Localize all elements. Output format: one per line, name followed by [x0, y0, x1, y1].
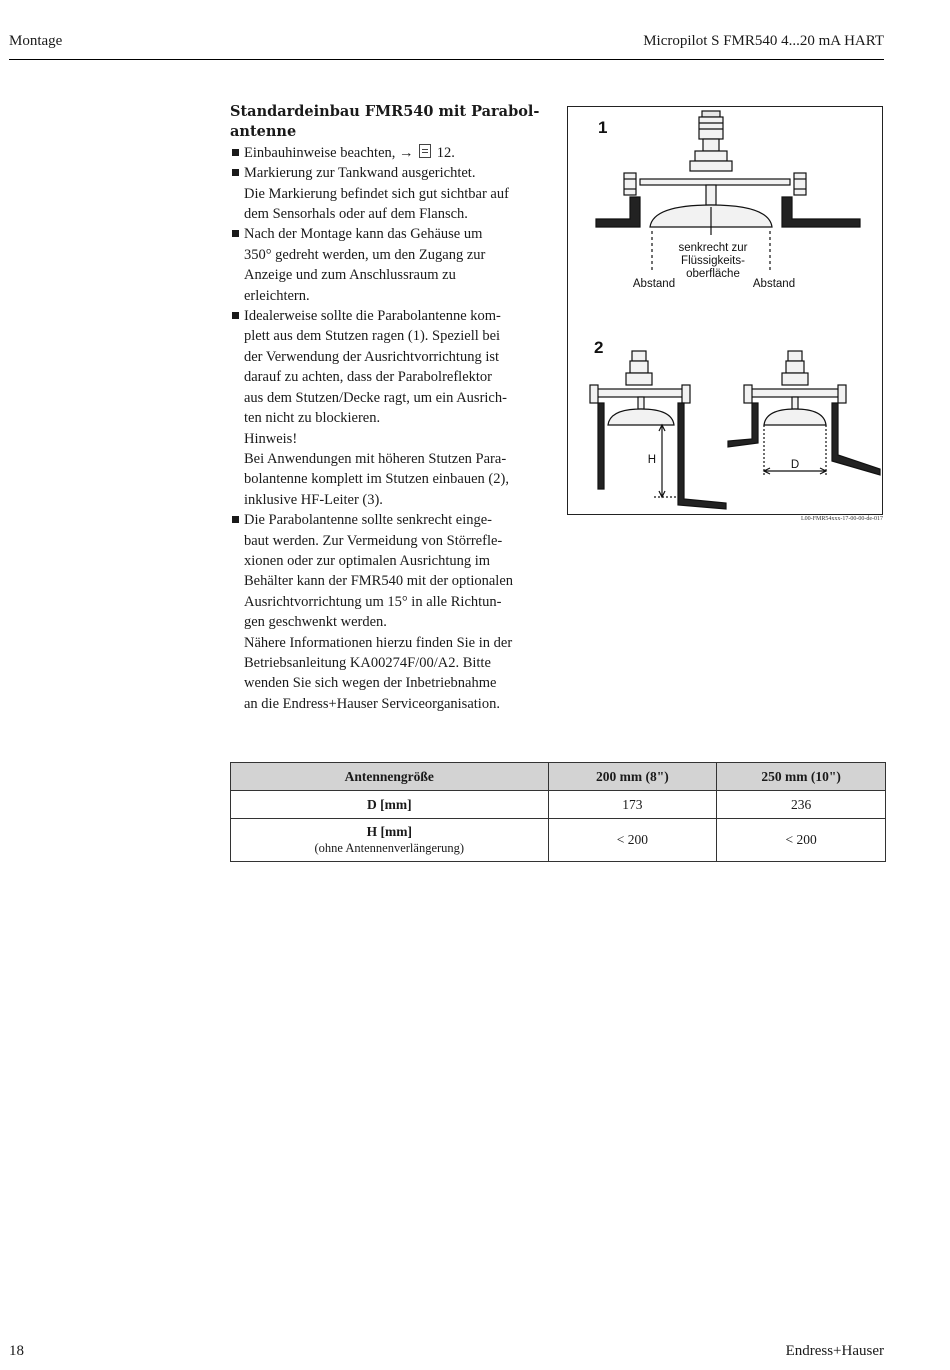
bullet-line: Behälter kann der FMR540 mit der optionalen [244, 573, 514, 590]
table-cell: < 200 [548, 819, 717, 862]
page-reference-link[interactable]: 12. [436, 144, 455, 161]
bullet-line: der Verwendung der Ausrichtvorrichtung ist [244, 348, 500, 365]
bullet-line: Anzeige und zum Anschlussraum zu [244, 267, 456, 284]
footer-brand: Endress+Hauser [785, 1343, 884, 1359]
table-cell: 173 [548, 791, 717, 819]
installation-figure [567, 106, 883, 515]
figure-left-text: Abstand [632, 278, 676, 290]
figure-d-label: D [790, 459, 800, 471]
bullet-line: erleichtern. [244, 287, 310, 304]
figure-center-text: senkrecht zur [678, 242, 748, 254]
header-section-title: Montage [9, 33, 63, 49]
note-label: Hinweis! [244, 430, 298, 447]
table-cell: < 200 [717, 819, 886, 862]
row-label: D [mm] [231, 791, 549, 819]
bullet-line: aus dem Stutzen/Decke ragt, um ein Ausrich- [244, 389, 507, 406]
bullet-line: dem Sensorhals oder auf dem Flansch. [244, 206, 468, 223]
list-item [230, 510, 550, 714]
heading-line: Standardeinbau FMR540 mit Parabol- [230, 103, 540, 120]
bullet-line: Nach der Montage kann das Gehäuse um [244, 226, 483, 243]
bullet-line: baut werden. Zur Vermeidung von Störrefle- [244, 532, 503, 549]
bullet-line: 350° gedreht werden, um den Zugang zur [244, 246, 486, 263]
column-header: Antennengröße [231, 763, 549, 791]
bullet-line: ten nicht zu blockieren. [244, 410, 381, 427]
bullet-line: darauf zu achten, dass der Parabolreflektor [244, 369, 492, 386]
figure-caption: L00-FMR54xxx-17-00-00-de-017 [801, 516, 883, 522]
list-item [230, 224, 550, 306]
bullet-line: inklusive HF-Leiter (3). [244, 491, 383, 508]
row-sublabel: (ohne Antennenverlängerung) [314, 841, 465, 855]
bullet-line: Die Parabolantenne sollte senkrecht einge- [244, 512, 493, 529]
table-cell: 236 [717, 791, 886, 819]
list-item [230, 163, 550, 224]
figure-label-2: 2 [594, 338, 604, 357]
bullet-line: Betriebsanleitung KA00274F/00/A2. Bitte [244, 654, 491, 671]
figure-center-text: oberfläche [686, 268, 740, 280]
bullet-line: Markierung zur Tankwand ausgerichtet. [244, 165, 476, 182]
bullet-line: plett aus dem Stutzen ragen (1). Speziell bei [244, 328, 501, 345]
main-content [230, 102, 550, 714]
bullet-line: Ausrichtvorrichtung um 15° in alle Richtun- [244, 593, 502, 610]
column-header: 250 mm (10") [717, 763, 886, 791]
row-label-cell [231, 819, 549, 862]
installation-diagram [568, 107, 884, 516]
header-product-title: Micropilot S FMR540 4...20 mA HART [643, 33, 884, 49]
figure-center-text: Flüssigkeits- [681, 255, 745, 267]
bullet-line: gen geschwenkt werden. [244, 614, 387, 631]
header-divider [9, 59, 884, 60]
bullet-line: Idealerweise sollte die Parabolantenne kom- [244, 308, 501, 325]
page-reference-icon [419, 144, 431, 158]
figure-label-1: 1 [598, 118, 608, 137]
bullet-list [230, 143, 550, 714]
table-row [231, 791, 886, 819]
antenna-size-table [230, 762, 886, 862]
bullet-line: Die Markierung befindet sich gut sichtbar auf [244, 185, 509, 202]
bullet-line: wenden Sie sich wegen der Inbetriebnahme [244, 675, 497, 692]
table-header-row [231, 763, 886, 791]
table-row [231, 819, 886, 862]
list-item [230, 306, 550, 510]
bullet-line: Nähere Informationen hierzu finden Sie in der [244, 634, 513, 651]
bullet-line: bolantenne komplett im Stutzen einbauen (2), [244, 471, 509, 488]
list-item [230, 143, 550, 163]
page-number: 18 [9, 1343, 24, 1359]
bullet-line: an die Endress+Hauser Serviceorganisation. [244, 695, 500, 712]
figure-h-label: H [647, 454, 656, 466]
heading-line: antenne [230, 123, 297, 141]
figure-right-text: Abstand [752, 278, 796, 290]
row-label: H [mm] [366, 824, 412, 839]
column-header: 200 mm (8") [548, 763, 717, 791]
bullet-line: Einbauhinweise beachten, → 12. [244, 144, 455, 161]
bullet-line: Bei Anwendungen mit höheren Stutzen Para- [244, 450, 507, 467]
bullet-line: xionen oder zur optimalen Ausrichtung im [244, 552, 491, 569]
section-heading [230, 102, 550, 143]
